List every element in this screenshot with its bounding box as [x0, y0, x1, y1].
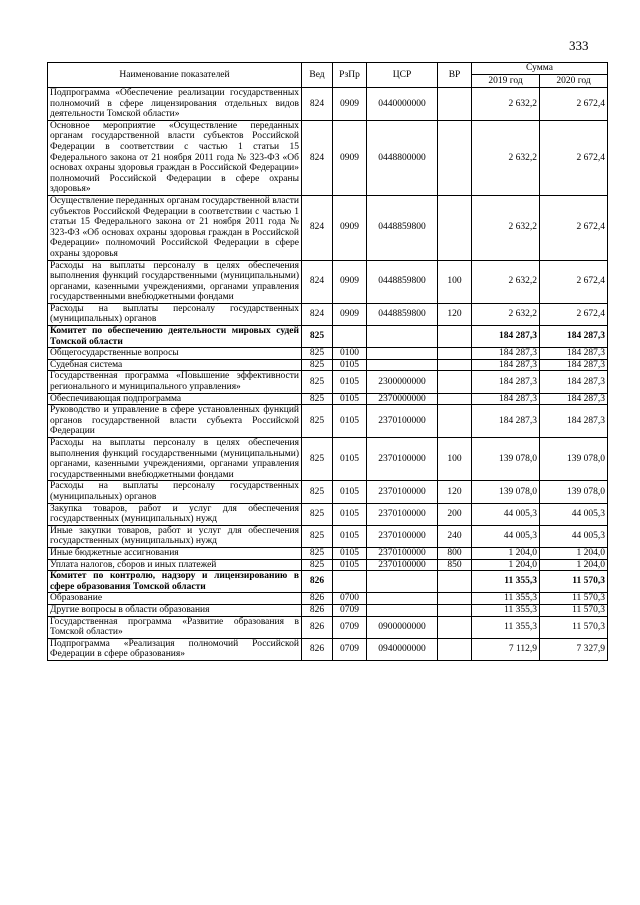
- cell-ved: 826: [302, 638, 333, 660]
- cell-rzpr: 0105: [333, 393, 367, 405]
- cell-rzpr: 0105: [333, 481, 367, 503]
- cell-y2019: 2 632,2: [472, 303, 540, 325]
- cell-csr: 0448859800: [367, 195, 438, 260]
- cell-ved: 825: [302, 348, 333, 360]
- table-row: [48, 571, 608, 593]
- cell-y2020: 184 287,3: [540, 393, 608, 405]
- cell-vr: [438, 348, 472, 360]
- cell-y2019: 184 287,3: [472, 393, 540, 405]
- cell-rzpr: 0105: [333, 503, 367, 525]
- cell-rzpr: 0909: [333, 260, 367, 303]
- table-row: [48, 393, 608, 405]
- cell-y2019: 2 632,2: [472, 88, 540, 121]
- header-name: Наименование показателей: [48, 63, 302, 88]
- cell-y2020: 184 287,3: [540, 405, 608, 438]
- cell-y2019: 2 632,2: [472, 120, 540, 195]
- cell-y2019: 139 078,0: [472, 438, 540, 481]
- cell-csr: 2300000000: [367, 371, 438, 393]
- cell-csr: [367, 593, 438, 605]
- cell-rzpr: 0709: [333, 638, 367, 660]
- cell-y2019: 184 287,3: [472, 348, 540, 360]
- table-row: [48, 604, 608, 616]
- header-2020: 2020 год: [540, 75, 608, 88]
- cell-csr: 2370100000: [367, 481, 438, 503]
- cell-rzpr: 0100: [333, 348, 367, 360]
- header-csr: ЦСР: [367, 63, 438, 88]
- cell-vr: [438, 326, 472, 348]
- cell-vr: [438, 405, 472, 438]
- cell-vr: [438, 593, 472, 605]
- cell-y2019: 11 355,3: [472, 604, 540, 616]
- cell-y2019: 11 355,3: [472, 571, 540, 593]
- cell-ved: 825: [302, 438, 333, 481]
- cell-csr: 2370100000: [367, 525, 438, 547]
- table-row: [48, 195, 608, 260]
- cell-vr: 100: [438, 260, 472, 303]
- cell-vr: 850: [438, 559, 472, 571]
- header-rzpr: РзПр: [333, 63, 367, 88]
- cell-vr: [438, 638, 472, 660]
- cell-vr: 240: [438, 525, 472, 547]
- cell-vr: 120: [438, 481, 472, 503]
- cell-rzpr: 0105: [333, 547, 367, 559]
- cell-name: Осуществление переданных органам государственной власти субъектов Российской Федерации в соответствии с частью 1 статьи 15 Федерального закона от 21 ноября 2011 года № 323-ФЗ «Об основах охраны здоровья граждан в Российской Федерации» полномочий Российской Федерации в сфере охраны здоровья: [48, 195, 302, 260]
- cell-ved: 825: [302, 393, 333, 405]
- table-row: [48, 503, 608, 525]
- cell-vr: [438, 616, 472, 638]
- header-ved: Вед: [302, 63, 333, 88]
- page-number: 333: [569, 38, 589, 53]
- cell-y2020: 11 570,3: [540, 571, 608, 593]
- header-sum: Сумма: [472, 63, 608, 75]
- cell-y2020: 2 672,4: [540, 195, 608, 260]
- cell-y2020: 1 204,0: [540, 559, 608, 571]
- cell-vr: [438, 88, 472, 121]
- cell-csr: 0448859800: [367, 303, 438, 325]
- cell-y2020: 184 287,3: [540, 359, 608, 371]
- cell-vr: [438, 120, 472, 195]
- budget-table: [47, 62, 608, 661]
- cell-rzpr: 0105: [333, 371, 367, 393]
- cell-csr: 0440000000: [367, 88, 438, 121]
- table-row: [48, 260, 608, 303]
- table-row: [48, 559, 608, 571]
- cell-name: Судебная система: [48, 359, 302, 371]
- cell-name: Комитет по контролю, надзору и лицензированию в сфере образования Томской области: [48, 571, 302, 593]
- cell-name: Обеспечивающая подпрограмма: [48, 393, 302, 405]
- table-row: [48, 326, 608, 348]
- cell-rzpr: 0909: [333, 195, 367, 260]
- cell-y2020: 1 204,0: [540, 547, 608, 559]
- table-body: [48, 88, 608, 661]
- cell-csr: 0448859800: [367, 260, 438, 303]
- cell-ved: 825: [302, 547, 333, 559]
- cell-csr: [367, 571, 438, 593]
- cell-y2019: 7 112,9: [472, 638, 540, 660]
- cell-name: Иные бюджетные ассигнования: [48, 547, 302, 559]
- cell-rzpr: [333, 571, 367, 593]
- cell-ved: 825: [302, 326, 333, 348]
- cell-ved: 824: [302, 120, 333, 195]
- cell-rzpr: 0709: [333, 616, 367, 638]
- cell-csr: 2370100000: [367, 559, 438, 571]
- cell-name: Уплата налогов, сборов и иных платежей: [48, 559, 302, 571]
- cell-rzpr: 0105: [333, 559, 367, 571]
- cell-name: Комитет по обеспечению деятельности мировых судей Томской области: [48, 326, 302, 348]
- cell-y2020: 2 672,4: [540, 303, 608, 325]
- table-row: [48, 481, 608, 503]
- cell-name: Основное мероприятие «Осуществление переданных органам государственной власти субъектов Российской Федерации в соответствии с частью 1 статьи 15 Федерального закона от 21 ноября 2011 года № 323-ФЗ «Об основах охраны здоровья граждан в Российской Федерации» полномочий Российской Федерации в сфере охраны здоровья»: [48, 120, 302, 195]
- cell-y2019: 44 005,3: [472, 525, 540, 547]
- table-row: [48, 120, 608, 195]
- cell-vr: [438, 195, 472, 260]
- cell-vr: [438, 604, 472, 616]
- cell-csr: 2370100000: [367, 503, 438, 525]
- cell-y2020: 184 287,3: [540, 371, 608, 393]
- cell-y2019: 184 287,3: [472, 371, 540, 393]
- cell-name: Государственная программа «Повышение эффективности регионального и муниципального управления»: [48, 371, 302, 393]
- cell-name: Образование: [48, 593, 302, 605]
- cell-vr: [438, 371, 472, 393]
- cell-ved: 825: [302, 503, 333, 525]
- cell-name: Общегосударственные вопросы: [48, 348, 302, 360]
- cell-ved: 825: [302, 359, 333, 371]
- cell-rzpr: 0105: [333, 525, 367, 547]
- cell-vr: 100: [438, 438, 472, 481]
- cell-vr: 120: [438, 303, 472, 325]
- table-row: [48, 438, 608, 481]
- header-vr: ВР: [438, 63, 472, 88]
- cell-y2019: 1 204,0: [472, 559, 540, 571]
- table-row: [48, 348, 608, 360]
- table-row: [48, 88, 608, 121]
- cell-ved: 826: [302, 593, 333, 605]
- table-row: [48, 371, 608, 393]
- cell-ved: 825: [302, 405, 333, 438]
- cell-rzpr: 0700: [333, 593, 367, 605]
- cell-y2019: 2 632,2: [472, 195, 540, 260]
- cell-name: Расходы на выплаты персоналу государственных (муниципальных) органов: [48, 303, 302, 325]
- cell-csr: [367, 359, 438, 371]
- cell-name: Подпрограмма «Обеспечение реализации государственных полномочий в сфере лицензирования отдельных видов деятельности Томской области»: [48, 88, 302, 121]
- cell-rzpr: 0909: [333, 303, 367, 325]
- cell-ved: 824: [302, 260, 333, 303]
- cell-ved: 826: [302, 616, 333, 638]
- cell-rzpr: 0105: [333, 438, 367, 481]
- table-row: [48, 638, 608, 660]
- cell-csr: 0940000000: [367, 638, 438, 660]
- cell-y2020: 7 327,9: [540, 638, 608, 660]
- cell-ved: 825: [302, 559, 333, 571]
- cell-ved: 826: [302, 571, 333, 593]
- cell-y2020: 11 570,3: [540, 616, 608, 638]
- cell-name: Государственная программа «Развитие образования в Томской области»: [48, 616, 302, 638]
- cell-csr: 2370100000: [367, 547, 438, 559]
- cell-y2019: 44 005,3: [472, 503, 540, 525]
- cell-y2019: 11 355,3: [472, 616, 540, 638]
- cell-y2019: 184 287,3: [472, 326, 540, 348]
- cell-vr: [438, 359, 472, 371]
- cell-ved: 825: [302, 525, 333, 547]
- cell-name: Иные закупки товаров, работ и услуг для обеспечения государственных (муниципальных) нужд: [48, 525, 302, 547]
- cell-csr: 0900000000: [367, 616, 438, 638]
- cell-csr: 2370100000: [367, 405, 438, 438]
- header-2019: 2019 год: [472, 75, 540, 88]
- cell-csr: [367, 348, 438, 360]
- cell-rzpr: 0909: [333, 88, 367, 121]
- cell-y2019: 2 632,2: [472, 260, 540, 303]
- cell-y2019: 184 287,3: [472, 405, 540, 438]
- cell-name: Руководство и управление в сфере установленных функций органов государственной власти субъекта Российской Федерации: [48, 405, 302, 438]
- cell-vr: 200: [438, 503, 472, 525]
- cell-rzpr: 0105: [333, 359, 367, 371]
- cell-ved: 825: [302, 371, 333, 393]
- cell-csr: [367, 604, 438, 616]
- cell-csr: [367, 326, 438, 348]
- cell-name: Расходы на выплаты персоналу государственных (муниципальных) органов: [48, 481, 302, 503]
- table-row: [48, 547, 608, 559]
- cell-name: Расходы на выплаты персоналу в целях обеспечения выполнения функций государственными (муниципальными) органами, казенными учреждениями, органами управления государственными внебюджетными фондами: [48, 260, 302, 303]
- cell-csr: 0448800000: [367, 120, 438, 195]
- table-row: [48, 303, 608, 325]
- cell-y2020: 2 672,4: [540, 120, 608, 195]
- cell-y2020: 139 078,0: [540, 438, 608, 481]
- cell-name: Другие вопросы в области образования: [48, 604, 302, 616]
- cell-y2020: 2 672,4: [540, 260, 608, 303]
- table-row: [48, 616, 608, 638]
- cell-y2020: 184 287,3: [540, 348, 608, 360]
- cell-vr: [438, 571, 472, 593]
- table-row: [48, 593, 608, 605]
- cell-ved: 826: [302, 604, 333, 616]
- cell-vr: 800: [438, 547, 472, 559]
- cell-csr: 2370100000: [367, 438, 438, 481]
- cell-ved: 824: [302, 195, 333, 260]
- cell-y2020: 184 287,3: [540, 326, 608, 348]
- cell-rzpr: 0709: [333, 604, 367, 616]
- cell-name: Подпрограмма «Реализация полномочий Российской Федерации в сфере образования»: [48, 638, 302, 660]
- cell-y2019: 139 078,0: [472, 481, 540, 503]
- cell-ved: 824: [302, 303, 333, 325]
- cell-rzpr: 0909: [333, 120, 367, 195]
- cell-rzpr: [333, 326, 367, 348]
- cell-vr: [438, 393, 472, 405]
- cell-y2019: 184 287,3: [472, 359, 540, 371]
- table-row: [48, 359, 608, 371]
- cell-ved: 825: [302, 481, 333, 503]
- table-row: [48, 525, 608, 547]
- cell-csr: 2370000000: [367, 393, 438, 405]
- table-row: [48, 405, 608, 438]
- cell-y2020: 44 005,3: [540, 525, 608, 547]
- cell-y2019: 1 204,0: [472, 547, 540, 559]
- cell-y2020: 2 672,4: [540, 88, 608, 121]
- cell-rzpr: 0105: [333, 405, 367, 438]
- cell-y2020: 44 005,3: [540, 503, 608, 525]
- cell-ved: 824: [302, 88, 333, 121]
- cell-y2020: 11 570,3: [540, 593, 608, 605]
- cell-y2020: 139 078,0: [540, 481, 608, 503]
- cell-y2019: 11 355,3: [472, 593, 540, 605]
- cell-name: Закупка товаров, работ и услуг для обеспечения государственных (муниципальных) нужд: [48, 503, 302, 525]
- cell-y2020: 11 570,3: [540, 604, 608, 616]
- cell-name: Расходы на выплаты персоналу в целях обеспечения выполнения функций государственными (муниципальными) органами, казенными учреждениями, органами управления государственными внебюджетными фондами: [48, 438, 302, 481]
